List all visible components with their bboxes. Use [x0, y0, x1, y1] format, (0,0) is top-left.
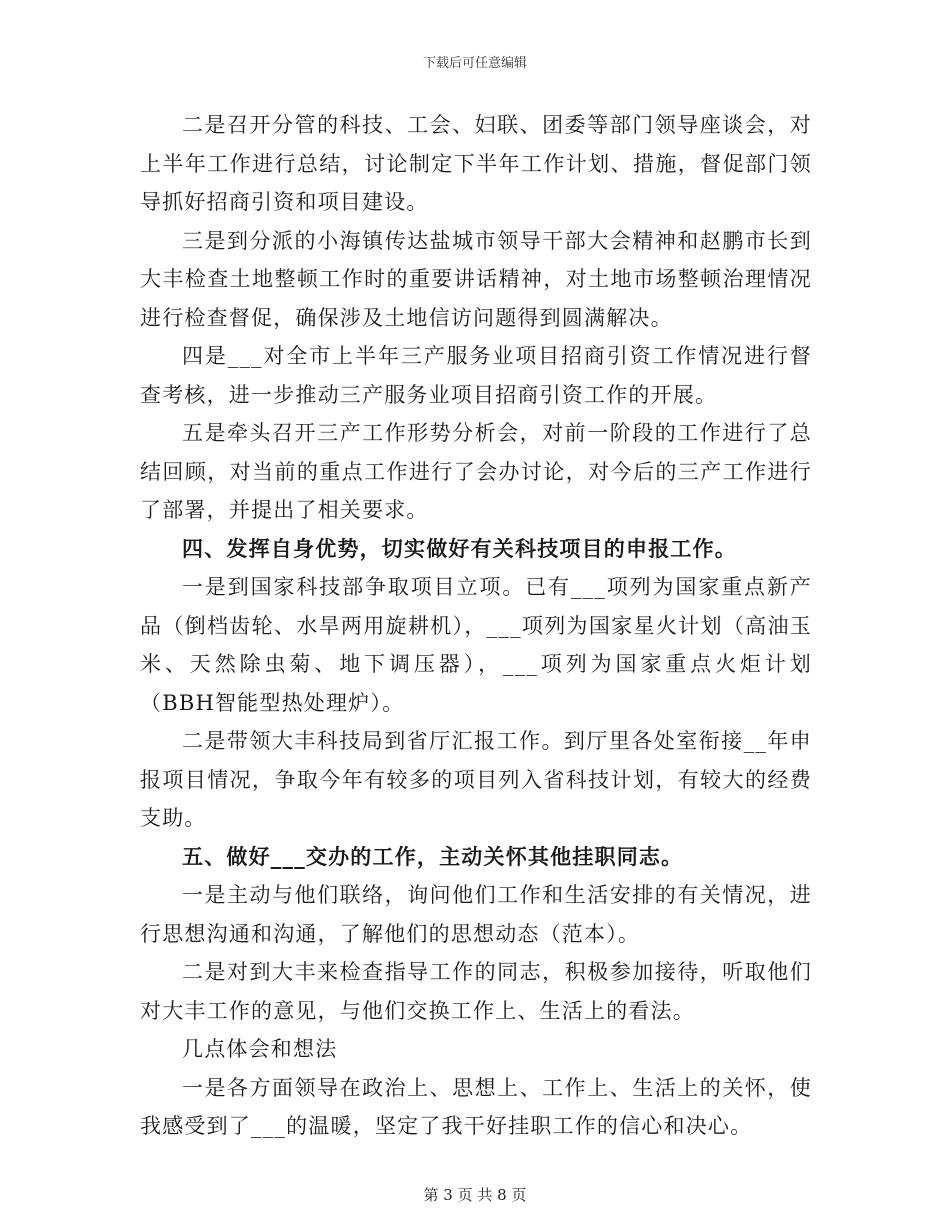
paragraph-8: 二是对到大丰来检查指导工作的同志，积极参加接待，听取他们对大丰工作的意见，与他们交换工作上、生活上的看法。	[140, 960, 812, 1023]
section-heading-4: 四、发挥自身优势，切实做好有关科技项目的申报工作。	[182, 535, 737, 561]
paragraph-9: 一是各方面领导在政治上、思想上、工作上、生活上的关怀，使我感受到了___的温暖，坚定了我干好挂职工作的信心和决心。	[140, 1075, 812, 1138]
section-heading-5: 五、做好___交办的工作，主动关怀其他挂职同志。	[182, 843, 684, 869]
paragraph-4: 五是牵头召开三产工作形势分析会，对前一阶段的工作进行了总结回顾，对当前的重点工作进行了会办讨论，对今后的三产工作进行了部署，并提出了相关要求。	[140, 421, 812, 522]
paragraph-6: 二是带领大丰科技局到省厅汇报工作。到厅里各处室衔接__年申报项目情况，争取今年有较多的项目列入省科技计划，有较大的经费支助。	[140, 729, 812, 830]
paragraph-5: 一是到国家科技部争取项目立项。已有___项列为国家重点新产品（倒档齿轮、水旱两用旋耕机），___项列为国家星火计划（高油玉米、天然除虫菊、地下调压器），___项列为国家重点火炬计划（BBH智能型热处理炉）。	[140, 575, 812, 715]
paragraph-1: 二是召开分管的科技、工会、妇联、团委等部门领导座谈会，对上半年工作进行总结，讨论制定下半年工作计划、措施，督促部门领导抓好招商引资和项目建设。	[140, 113, 812, 214]
subheading-reflections: 几点体会和想法	[182, 1037, 338, 1061]
paragraph-7: 一是主动与他们联络，询问他们工作和生活安排的有关情况，进行思想沟通和沟通，了解他们的思想动态（范本）。	[140, 883, 812, 946]
page-header: 下载后可任意编辑	[422, 56, 527, 71]
page-footer: 第 3 页 共 8 页	[423, 1186, 527, 1204]
paragraph-3: 四是___对全市上半年三产服务业项目招商引资工作情况进行督查考核，进一步推动三产服务业项目招商引资工作的开展。	[140, 344, 812, 407]
document-body	[140, 106, 812, 1146]
paragraph-2: 三是到分派的小海镇传达盐城市领导干部大会精神和赵鹏市长到大丰检查土地整顿工作时的重要讲话精神，对土地市场整顿治理情况进行检查督促，确保涉及土地信访问题得到圆满解决。	[140, 228, 812, 330]
